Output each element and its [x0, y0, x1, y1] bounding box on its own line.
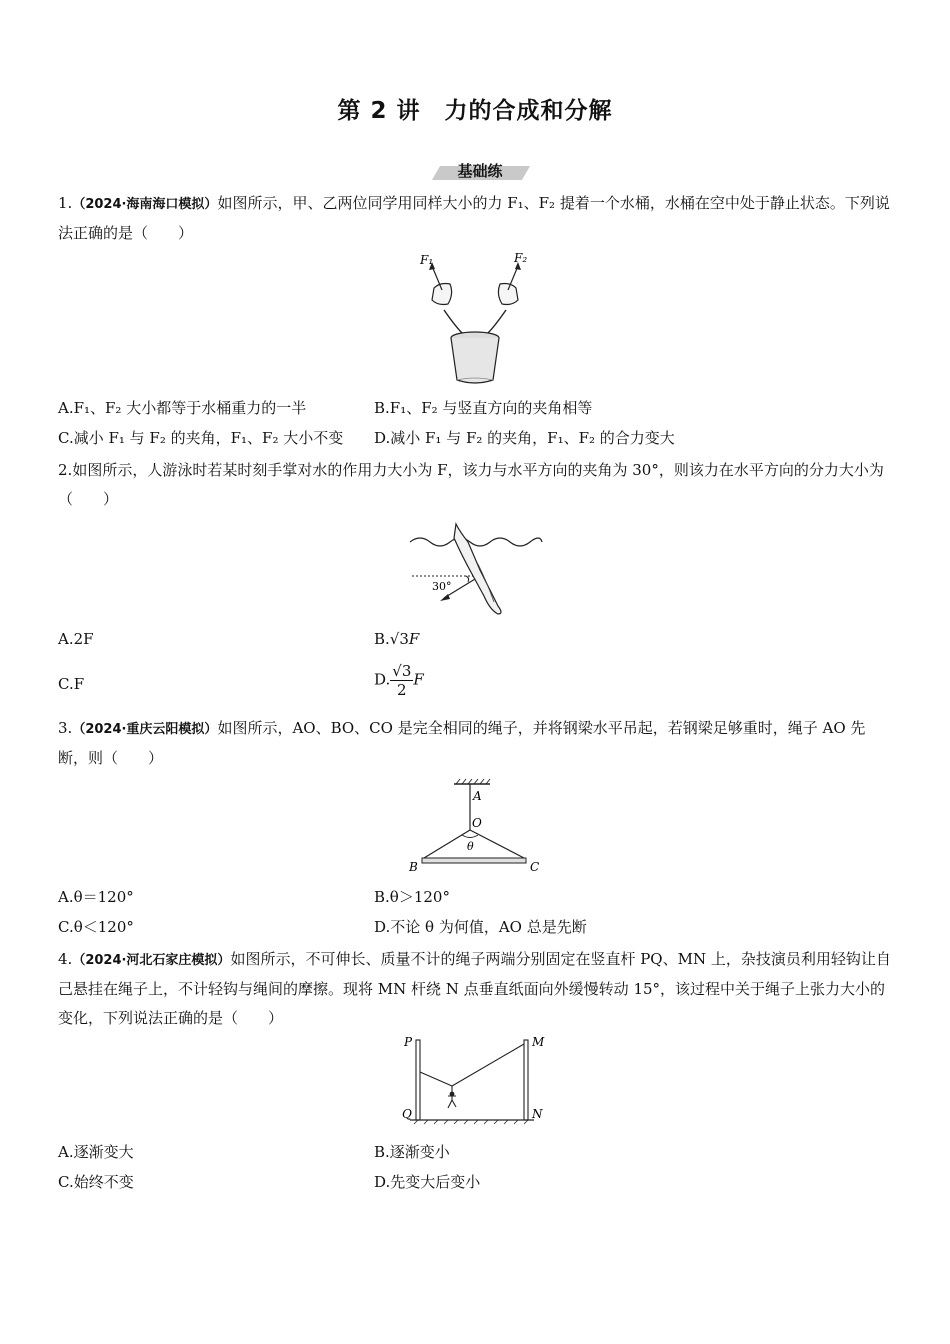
point-n-label: N [532, 1107, 543, 1121]
q3-option-d: D.不论 θ 为何值，AO 总是先断 [374, 918, 587, 936]
question-2 [58, 456, 894, 514]
point-p-label: P [404, 1035, 413, 1049]
point-q-label: Q [402, 1107, 412, 1121]
question-number: 3. [58, 719, 73, 737]
swimmer-hand-figure [408, 520, 544, 620]
q2-option-b: B.√3F [374, 630, 420, 648]
point-m-label: M [532, 1035, 545, 1049]
point-o-label: O [472, 816, 482, 830]
question-number: 4. [58, 950, 73, 968]
question-stem: 如图所示，甲、乙两位同学用同样大小的力 F₁、F₂ 提着一个水桶，水桶在空中处于静止状态。下列说法正确的是（ ） [58, 194, 890, 242]
f1-label: F₁ [420, 253, 434, 267]
question-source: （2024·河北石家庄模拟） [72, 953, 231, 968]
q1-option-b: B.F₁、F₂ 与竖直方向的夹角相等 [374, 399, 593, 417]
f2-label: F₂ [514, 251, 528, 265]
page-title: 第 2 讲 力的合成和分解 [337, 98, 613, 124]
point-c-label: C [530, 860, 540, 874]
q4-option-a: A.逐渐变大 [58, 1143, 134, 1161]
bucket-figure [410, 248, 540, 388]
question-stem: 如图所示，AO、BO、CO 是完全相同的绳子，并将钢梁水平吊起，若钢梁足够重时，绳子 AO 先断，则（ ） [58, 719, 866, 767]
q2-option-c: C.F [58, 675, 85, 693]
question-number: 1. [58, 194, 73, 212]
q4-option-b: B.逐渐变小 [374, 1143, 450, 1161]
angle-30-label: 30° [432, 580, 452, 593]
sqrt3: √3 [389, 630, 409, 648]
section-header-label: 基础练 [457, 162, 503, 180]
q2-option-d: D. $\frac{√3}{2}$ F [374, 662, 424, 699]
question-source: （2024·海南海口模拟） [72, 197, 218, 212]
question-source: （2024·重庆云阳模拟） [72, 722, 218, 737]
q4-option-d: D.先变大后变小 [374, 1173, 481, 1191]
theta-label: θ [467, 840, 474, 853]
point-a-label: A [473, 789, 482, 803]
q1-option-c: C.减小 F₁ 与 F₂ 的夹角，F₁、F₂ 大小不变 [58, 429, 344, 447]
point-b-label: B [409, 860, 418, 874]
q2-option-a: A.2F [58, 630, 94, 648]
question-4 [58, 945, 894, 1033]
q3-option-c: C.θ＜120° [58, 918, 134, 936]
question-stem: 如图所示，人游泳时若某时刻手掌对水的作用力大小为 F，该力与水平方向的夹角为 30°，则该力在水平方向的分力大小为（ ） [58, 461, 884, 508]
q1-option-a: A.F₁、F₂ 大小都等于水桶重力的一半 [58, 399, 307, 417]
q1-option-d: D.减小 F₁ 与 F₂ 的夹角，F₁、F₂ 的合力变大 [374, 429, 675, 447]
q4-option-c: C.始终不变 [58, 1173, 134, 1191]
acrobat-rope-figure [398, 1034, 554, 1128]
question-1 [58, 189, 894, 248]
question-3 [58, 714, 894, 773]
q3-option-b: B.θ＞120° [374, 888, 450, 906]
steel-beam-figure [406, 778, 546, 876]
fraction: $\frac{√3}{2}$ [392, 662, 412, 699]
q3-option-a: A.θ＝120° [58, 888, 134, 906]
question-number: 2. [58, 461, 73, 479]
question-stem: 如图所示，不可伸长、质量不计的绳子两端分别固定在竖直杆 PQ、MN 上，杂技演员利用轻钩让自己悬挂在绳子上，不计轻钩与绳间的摩擦。现将 MN 杆绕 N 点垂直纸面向外缓慢转动 15°，该过程中关于绳子上张力大小的变化，下列说法正确的是（ ） [58, 950, 891, 1027]
section-header [430, 160, 526, 182]
